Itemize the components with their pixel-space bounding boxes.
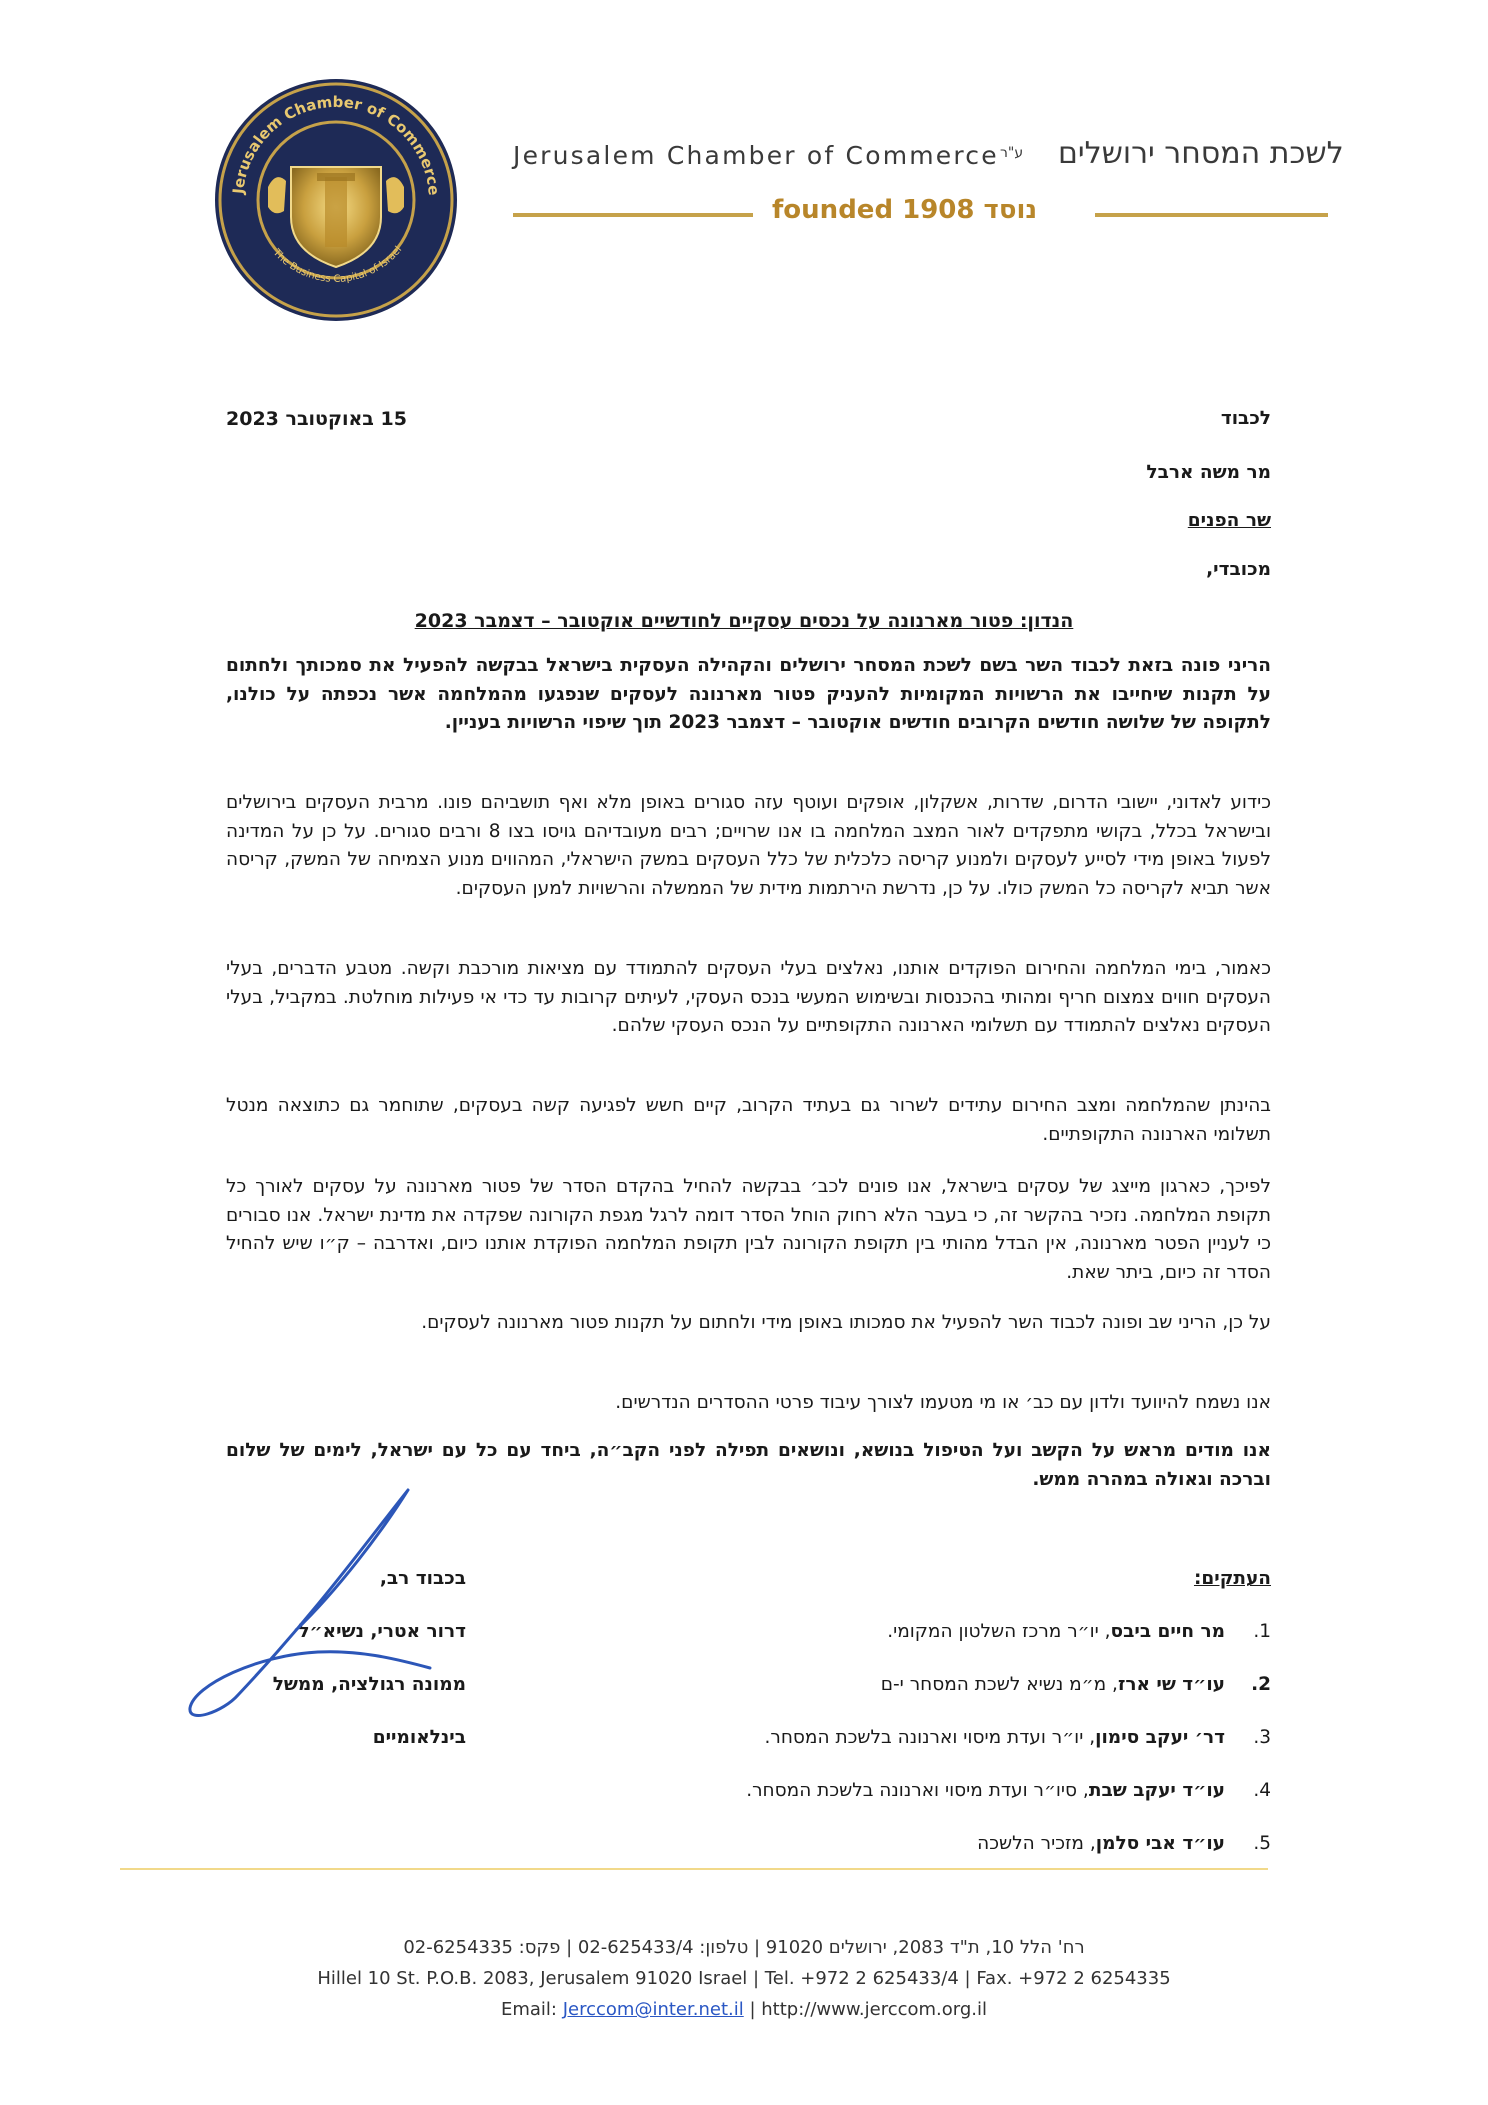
footer-divider <box>120 1868 1268 1870</box>
copy-item-name: דר׳ יעקב סימון <box>1095 1727 1225 1748</box>
copy-item <box>671 1830 1271 1859</box>
founded-divider-left <box>513 213 753 217</box>
copy-item <box>671 1724 1271 1753</box>
copy-item-name: עו״ד יעקב שבת <box>1088 1780 1225 1801</box>
to-label: לכבוד <box>1220 408 1271 429</box>
copy-item-desc: , יו״ר מרכז השלטון המקומי. <box>887 1621 1111 1642</box>
copy-item-number: 5. <box>1253 1833 1271 1854</box>
letter-date: 15 באוקטובר 2023 <box>226 408 407 430</box>
handwritten-signature <box>168 1480 438 1730</box>
recipient-title: שר הפנים <box>1187 510 1271 531</box>
copy-item-desc: , מזכיר הלשכה <box>977 1833 1096 1854</box>
copy-item <box>671 1777 1271 1806</box>
body-paragraph-5: על כן, הריני שב ופונה לכבוד השר להפעיל את סמכותו באופן מידי ולחתום על תקנות פטור מארנונה לעסקים. <box>421 1312 1271 1333</box>
footer-website: | http://www.jerccom.org.il <box>743 1999 988 2020</box>
copy-item-name: מר חיים ביבס <box>1110 1621 1225 1642</box>
org-registered-mark: ע"ר <box>1000 145 1024 161</box>
copy-item-number: 2. <box>1251 1674 1271 1695</box>
chamber-seal-logo <box>213 77 459 323</box>
copy-item-desc: , יו״ר ועדת מיסוי וארנונה בלשכת המסחר. <box>764 1727 1096 1748</box>
body-paragraph-1: כידוע לאדוני, יישובי הדרום, שדרות, אשקלון, אופקים ועוטף עזה סגורים באופן מלא ואף תושביהם פונו. מרבית העסקים בירושלים ובישראל בכלל, בקושי מתפקדים לאור המצב המלחמה בו אנו שרויים; רבים מעובדיהם גויסו בצו 8 ורבים סגורים. על כן על המדינה לפעול באופן מידי לסייע לעסקים ולמנוע קריסה כלכלית של כלל העסקים במשק הישראלי, המהווים מנוע הצמיחה של המשק, קריסה אשר תביא לקריסה כל המשק כולו. על כן, נדרשת הירתמות מידית של הממשלה והרשויות למען העסקים. <box>226 792 1271 899</box>
copy-item-number: 4. <box>1253 1780 1271 1801</box>
recipient-name: מר משה ארבל <box>1146 462 1271 483</box>
footer-address-hebrew: רח' הלל 10, ת"ד 2083, ירושלים 91020 | טלפון: 02-625433/4 | פקס: 02-6254335 <box>403 1937 1085 1958</box>
body-paragraph-3: בהינתן שהמלחמה ומצב החירום עתידים לשרור גם בעתיד הקרוב, קיים חשש לפגיעה קשה בעסקים, שתוחמר גם כתוצאה מנטל תשלומי הארנונה התקופתיים. <box>226 1095 1271 1145</box>
copy-item-name: עו״ד שי ארז <box>1117 1674 1225 1695</box>
footer-email-link[interactable]: Jerccom@inter.net.il <box>562 1999 744 2020</box>
copy-item-name: עו״ד אבי סלמן <box>1095 1833 1225 1854</box>
signer-role-line1: ממונה רגולציה, ממשל <box>272 1674 466 1695</box>
body-paragraph-4: לפיכך, כארגון מייצג של עסקים בישראל, אנו פונים לכב׳ בבקשה להחיל בהקדם הסדר של פטור מארנונה על עסקים לאורך כל תקופת המלחמה. נזכיר בהקשר זה, כי בעבר הלא רחוק הוחל הסדר דומה לרגל מגפת הקורונה שפקדה את מדינת ישראל. אנו סבורים כי לעניין הפטר מארנונה, אין הבדל מהותי בין תקופת הקורונה לבין תקופת המלחמה הפוקדת אותנו כיום, ואדרבה – ק״ו שיש להחיל הסדר זה כיום, ביתר שאת. <box>226 1176 1271 1283</box>
closing-paragraph: אנו מודים מראש על הקשב ועל הטיפול בנושא, ונושאים תפילה לפני הקב״ה, ביחד עם כל עם ישראל, לימים של שלום וברכה וגאולה במהרה ממש. <box>226 1440 1271 1490</box>
regards-label: בכבוד רב, <box>379 1568 466 1589</box>
footer-address-english: Hillel 10 St. P.O.B. 2083, Jerusalem 91020 Israel | Tel. +972 2 625433/4 | Fax. +972 2 6254335 <box>317 1968 1171 1989</box>
copy-item-number: 3. <box>1253 1727 1271 1748</box>
footer-email-label: Email: <box>500 1999 563 2020</box>
signer-role-line2: בינלאומיים <box>372 1727 466 1748</box>
intro-paragraph: הריני פונה בזאת לכבוד השר בשם לשכת המסחר ירושלים והקהילה העסקית בישראל בבקשה להפעיל את סמכותך ולחתום על תקנות שיחייבו את הרשויות המקומיות להעניק פטור מארנונה לעסקים שנפגעו מהמלחמה אשר נכפתה על כולנו, לתקופה של שלושה חודשים הקרובים חודשים אוקטובר – דצמבר 2023 תוך שיפוי הרשויות בעניין. <box>226 655 1271 733</box>
copies-title: העתקים: <box>1193 1568 1271 1589</box>
svg-text:Jerusalem Chamber of Commerce: Jerusalem Chamber of Commerce <box>229 92 443 197</box>
subject-line: הנדון: פטור מארנונה על נכסים עסקיים לחודשיים אוקטובר – דצמבר 2023 <box>414 610 1074 632</box>
svg-text:The Business Capital of Israel: The Business Capital of Israel <box>270 244 405 285</box>
salutation: מכובדי, <box>1206 559 1271 580</box>
footer-contact-line <box>0 1999 1488 2020</box>
founded-divider-right <box>1095 213 1328 217</box>
copy-item-desc: , מ״מ נשיא לשכת המסחר י-ם <box>880 1674 1118 1695</box>
org-name-english: Jerusalem Chamber of Commerce <box>513 141 999 170</box>
copy-item-number: 1. <box>1253 1621 1271 1642</box>
body-paragraph-2: כאמור, בימי המלחמה והחירום הפוקדים אותנו, נאלצים בעלי העסקים להתמודד עם מציאות מורכבת וקשה. מטבע הדברים, בעלי העסקים חווים צמצום חריף ומהותי בהכנסות ובשימוש המעשי בנכס העסקי, לעיתים קרובות עד כדי אי פעילות מוחלטת. במקביל, בעלי העסקים נאלצים להתמודד עם תשלומי הארנונה התקופתיים על הנכס העסקי שלהם. <box>226 958 1271 1036</box>
copy-item-desc: , סיו״ר ועדת מיסוי וארנונה בלשכת המסחר. <box>746 1780 1089 1801</box>
org-name-hebrew: לשכת המסחר ירושלים <box>1058 136 1344 171</box>
copy-item <box>671 1618 1271 1647</box>
copy-item <box>671 1671 1271 1700</box>
signer-name: דרור אטרי, נשיא״ל <box>298 1621 466 1642</box>
body-paragraph-6: אנו נשמח להיוועד ולדון עם כב׳ או מי מטעמו לצורך עיבוד פרטי ההסדרים הנדרשים. <box>615 1392 1271 1413</box>
founded-label: founded 1908 נוסד <box>772 195 1038 225</box>
